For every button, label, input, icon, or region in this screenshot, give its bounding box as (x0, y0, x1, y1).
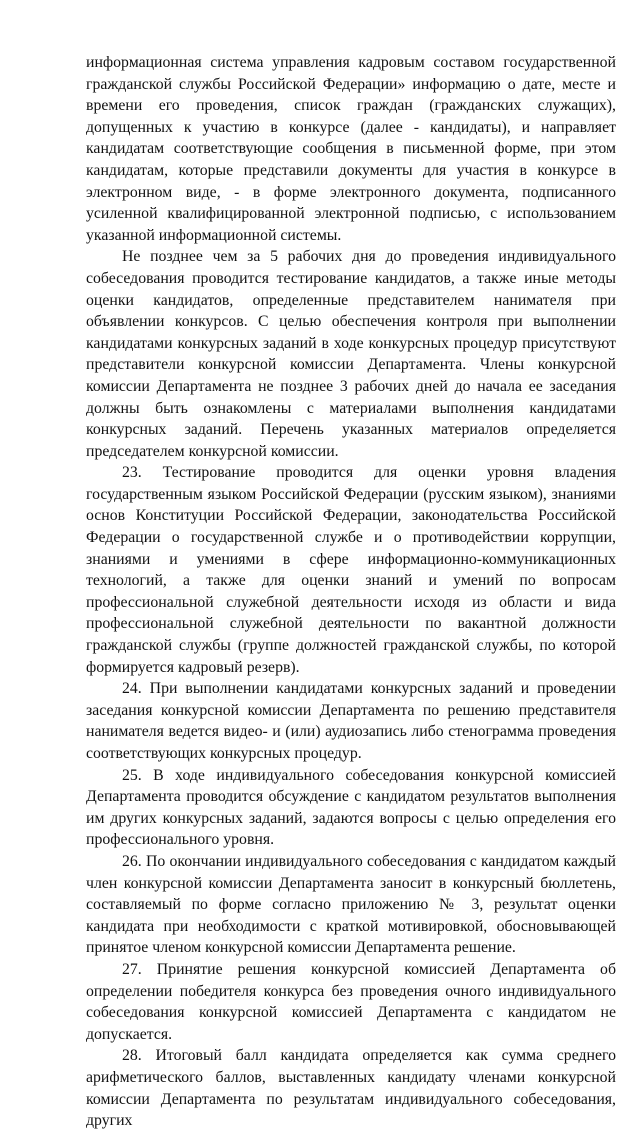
paragraph-25: 25. В ходе индивидуального собеседования конкурсной комиссией Департамента проводится обсуждение с кандидатом результатов выполнения им других конкурсных заданий, задаются вопросы с целью определения его профессионального уровня. (86, 766, 616, 849)
paragraph-continuation: информационная система управления кадровым составом государственной гражданской службы Российской Федерации» информацию о дате, месте и времени его проведения, список граждан (гражданских служащих), допущенных к участию в конкурсе (далее - кандидаты), и направляет кандидатам соответствующие сообщения в письменной форме, при этом кандидатам, которые представили документы для участия в конкурсе в электронном виде, - в форме электронного документа, подписанного усиленной квалифицированной электронной подписью, с использованием указанной информационной системы. (86, 54, 616, 244)
paragraph-testing-deadline: Не позднее чем за 5 рабочих дня до проведения индивидуального собеседования проводится тестирование кандидатов, а также иные методы оценки кандидатов, определенные представителем нанимателя при объявлении конкурсов. С целью обеспечения контроля при выполнении кандидатами конкурсных заданий в ходе конкурсных процедур присутствуют представители конкурсной комиссии Департамента. Члены конкурсной комиссии Департамента не позднее 3 рабочих дней до начала ее заседания должны быть ознакомлены с материалами выполнения кандидатами конкурсных заданий. Перечень указанных материалов определяется председателем конкурсной комиссии. (86, 248, 616, 460)
paragraph-23: 23. Тестирование проводится для оценки уровня владения государственным языком Российской Федерации (русским языком), знаниями основ Конституции Российской Федерации, законодательства Российской Федерации о государственной службе и о противодействии коррупции, знаниями и умениями в сфере информационно-коммуникационных технологий, а также для оценки знаний и умений по вопросам профессиональной служебной деятельности исходя из области и вида профессиональной служебной деятельности по вакантной должности гражданской службы (группе должностей гражданской службы, по которой формируется кадровый резерв). (86, 464, 616, 676)
paragraph-24: 24. При выполнении кандидатами конкурсных заданий и проведении заседания конкурсной комиссии Департамента по решению представителя нанимателя ведется видео- и (или) аудиозапись либо стенограмма проведения соответствующих конкурсных процедур. (86, 680, 616, 762)
paragraph-26: 26. По окончании индивидуального собеседования с кандидатом каждый член конкурсной комиссии Департамента заносит в конкурсный бюллетень, составляемый по форме согласно приложению № 3, результат оценки кандидата при необходимости с краткой мотивировкой, обосновывающей принятое членом конкурсной комиссии Департамента решение. (86, 852, 616, 957)
paragraph-27: 27. Принятие решения конкурсной комиссией Департамента об определении победителя конкурса без проведения очного индивидуального собеседования конкурсной комиссией Департамента с кандидатом не допускается. (86, 960, 616, 1043)
document-page (86, 52, 616, 1132)
paragraph-28: 28. Итоговый балл кандидата определяется как сумма среднего арифметического баллов, выставленных кандидату членами конкурсной комиссии Департамента по результатам индивидуального собеседования, других (86, 1047, 616, 1130)
